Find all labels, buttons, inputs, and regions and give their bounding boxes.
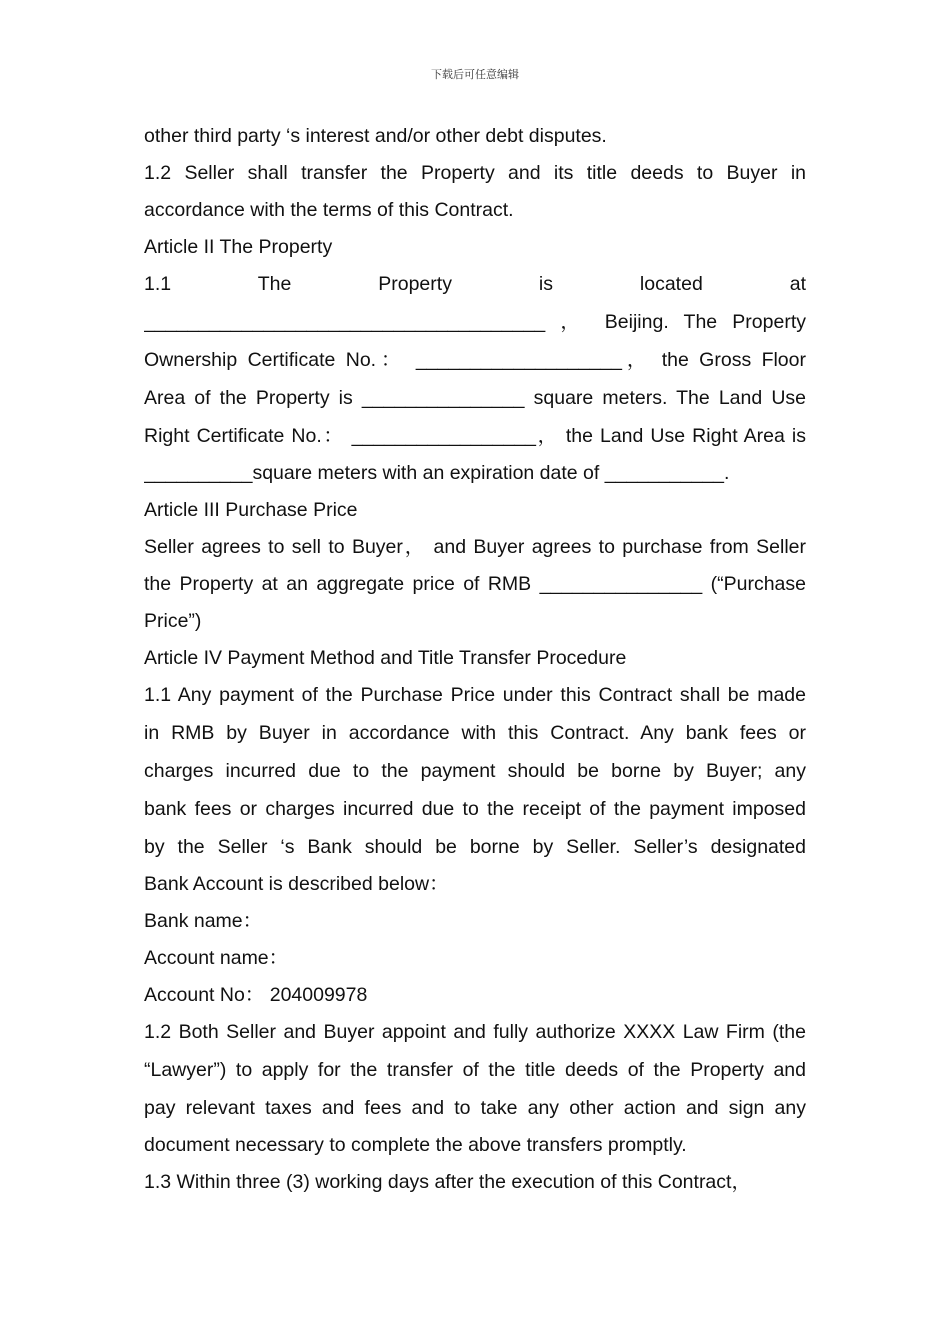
page-header: 下载后可任意编辑	[431, 68, 519, 81]
text-line: 1.1 The Property is located at	[144, 273, 806, 295]
text-line: 1.3 Within three (3) working days after the execution of this Contract，	[144, 1171, 751, 1193]
article-heading: Article IV Payment Method and Title Transfer Procedure	[144, 647, 627, 669]
text-line: pay relevant taxes and fees and to take any other action and sign any	[144, 1097, 806, 1119]
account-number-line: Account No： 204009978	[144, 984, 368, 1006]
text-line: charges incurred due to the payment should be borne by Buyer; any	[144, 760, 806, 782]
text-line: Right Certificate No.： _________________， the Land Use Right Area is	[144, 425, 806, 447]
text-line: in RMB by Buyer in accordance with this Contract. Any bank fees or	[144, 722, 806, 744]
bank-name-line: Bank name：	[144, 910, 263, 932]
text-line: Price”)	[144, 610, 202, 632]
article-heading: Article II The Property	[144, 236, 333, 258]
text-line: 1.2 Both Seller and Buyer appoint and fully authorize XXXX Law Firm (the	[144, 1021, 806, 1043]
text-line: other third party ‘s interest and/or other debt disputes.	[144, 125, 607, 147]
text-line: Bank Account is described below：	[144, 873, 449, 895]
text-line: __________square meters with an expiration date of ___________.	[144, 462, 730, 484]
text-line: document necessary to complete the above transfers promptly.	[144, 1134, 687, 1156]
text-line: accordance with the terms of this Contract.	[144, 199, 514, 221]
text-line: the Property at an aggregate price of RMB _______________ (“Purchase	[144, 573, 806, 595]
article-heading: Article III Purchase Price	[144, 499, 358, 521]
document-body	[144, 118, 806, 1201]
text-line: 1.2 Seller shall transfer the Property and its title deeds to Buyer in	[144, 162, 806, 184]
account-name-line: Account name：	[144, 947, 289, 969]
text-line: Ownership Certificate No.： ___________________， the Gross Floor	[144, 349, 806, 371]
text-line: “Lawyer”) to apply for the transfer of the title deeds of the Property and	[144, 1059, 806, 1081]
text-line: _____________________________________ ， Beijing. The Property	[144, 311, 806, 333]
text-line: bank fees or charges incurred due to the receipt of the payment imposed	[144, 798, 806, 820]
text-line: by the Seller ‘s Bank should be borne by Seller. Seller’s designated	[144, 836, 806, 858]
text-line: 1.1 Any payment of the Purchase Price under this Contract shall be made	[144, 684, 806, 706]
text-line: Seller agrees to sell to Buyer， and Buyer agrees to purchase from Seller	[144, 536, 806, 558]
text-line: Area of the Property is _______________ square meters. The Land Use	[144, 387, 806, 409]
